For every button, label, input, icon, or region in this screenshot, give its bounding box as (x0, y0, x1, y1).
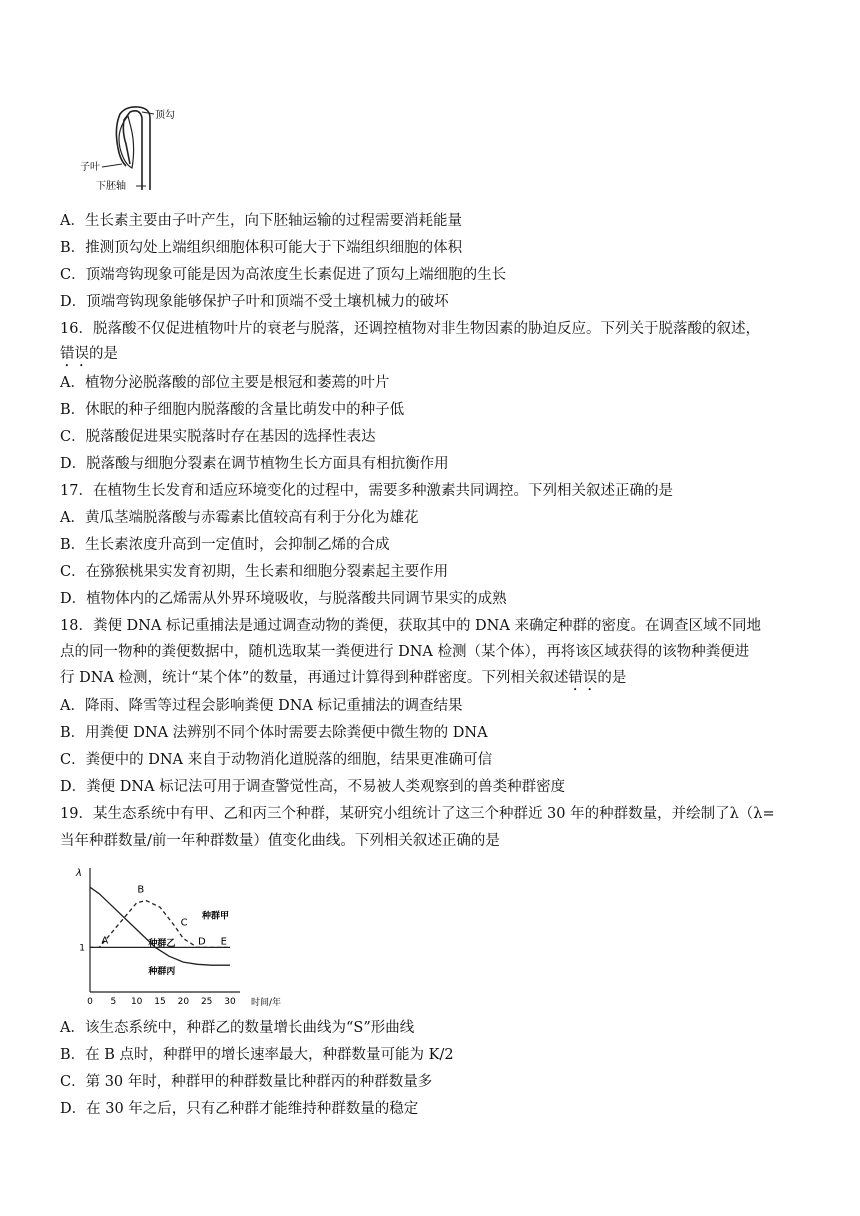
q18-stem-line2: 点的同一物种的粪便数据中，随机选取某一粪便进行 DNA 检测（某个体），再将该区域获得的该物种粪便进 (60, 644, 750, 660)
q18-option-c: C．粪便中的 DNA 来自于动物消化道脱落的细胞，结果更准确可信 (60, 752, 493, 768)
point-label: D (198, 936, 206, 948)
q16-option-d: D．脱落酸与细胞分裂素在调节植物生长方面具有相抗衡作用 (60, 456, 449, 472)
q16-option-a: A．植物分泌脱落酸的部位主要是根冠和萎蔫的叶片 (60, 375, 390, 391)
y-tick-label: 1 (79, 943, 85, 954)
seedling-diagram (80, 104, 190, 194)
point-label: E (220, 936, 227, 948)
q16-stem-line1: 16．脱落酸不仅促进植物叶片的衰老与脱落，还调控植物对非生物因素的胁迫反应。下列关于脱落酸的叙述， (60, 321, 760, 337)
q16-option-b: B．休眠的种子细胞内脱落酸的含量比萌发中的种子低 (60, 402, 405, 418)
q17-stem: 17．在植物生长发育和适应环境变化的过程中，需要多种激素共同调控。下列相关叙述正确的是 (60, 483, 673, 499)
label-hypocotyl: 下胚轴 (96, 181, 126, 192)
series-label: 种群甲 (202, 911, 230, 922)
q16-stem-tail: 的是 (89, 346, 118, 362)
q18-option-a: A．降雨、降雪等过程会影响粪便 DNA 标记重捕法的调查结果 (60, 698, 463, 714)
q19-stem-line2: 当年种群数量/前一年种群数量）值变化曲线。下列相关叙述正确的是 (60, 833, 500, 849)
cotyledon-pointer (102, 164, 122, 167)
q18-stem-line3 (60, 668, 626, 694)
q15-option-c: C．顶端弯钩现象可能是因为高浓度生长素促进了顶勾上端细胞的生长 (60, 267, 507, 283)
q16-stem-line2 (60, 344, 118, 370)
q15-option-d: D．顶端弯钩现象能够保护子叶和顶端不受土壤机械力的破坏 (60, 294, 449, 310)
q18-emphasis-word: 错误 (568, 670, 598, 686)
point-label: A (101, 935, 109, 947)
q17-option-c: C．在猕猴桃果实发育初期，生长素和细胞分裂素起主要作用 (60, 564, 449, 580)
point-label: C (180, 917, 188, 929)
q18-stem-line1: 18．粪便 DNA 标记重捕法是通过调查动物的粪便，获取其中的 DNA 来确定种群的密度。在调查区域不同地 (60, 618, 761, 634)
x-tick-label: 30 (224, 997, 236, 1007)
x-tick-label: 0 (87, 997, 93, 1007)
series-label: 种群乙 (148, 939, 176, 950)
x-tick-label: 25 (200, 997, 213, 1007)
x-axis-label: 时间/年 (250, 998, 282, 1008)
q18-option-d: D．粪便 DNA 标记法可用于调查警觉性高，不易被人类观察到的兽类种群密度 (60, 779, 566, 795)
q17-option-d: D．植物体内的乙烯需从外界环境吸收，与脱落酸共同调节果实的成熟 (60, 591, 507, 607)
x-tick-label: 5 (110, 997, 117, 1007)
q18-stem-line3-post: 的是 (597, 670, 627, 686)
q16-emphasis-word: 错误 (60, 346, 89, 362)
q19-stem-line1: 19．某生态系统中有甲、乙和丙三个种群，某研究小组统计了这三个种群近 30 年的种群数量，并绘制了λ（λ= (60, 806, 775, 822)
q15-option-a: A．生长素主要由子叶产生，向下胚轴运输的过程需要消耗能量 (60, 213, 462, 229)
q19-option-b: B．在 B 点时，种群甲的增长速率最大，种群数量可能为 K/2 (60, 1047, 454, 1063)
q19-option-c: C．第 30 年时，种群甲的种群数量比种群丙的种群数量多 (60, 1074, 433, 1090)
q15-option-b: B．推测顶勾处上端组织细胞体积可能大于下端组织细胞的体积 (60, 240, 463, 256)
label-apical-hook: 顶勾 (155, 110, 175, 121)
q18-stem-line3-pre: 行 DNA 检测，统计“某个体”的数量，再通过计算得到种群密度。下列相关叙述 (60, 670, 569, 686)
series-label: 种群丙 (148, 967, 176, 978)
lambda-chart (70, 862, 300, 1010)
series-line-3 (90, 884, 230, 965)
q19-option-a: A．该生态系统中，种群乙的数量增长曲线为“S”形曲线 (60, 1020, 415, 1036)
q19-option-d: D．在 30 年之后，只有乙种群才能维持种群数量的稳定 (60, 1101, 419, 1117)
label-cotyledon: 子叶 (80, 162, 100, 173)
x-tick-label: 20 (177, 997, 190, 1007)
x-tick-label: 10 (130, 997, 143, 1007)
y-axis-label: λ (76, 868, 82, 879)
q17-option-a: A．黄瓜茎端脱落酸与赤霉素比值较高有利于分化为雄花 (60, 510, 419, 526)
x-tick-label: 15 (154, 997, 166, 1007)
q17-option-b: B．生长素浓度升高到一定值时，会抑制乙烯的合成 (60, 537, 390, 553)
point-label: B (137, 884, 145, 896)
q16-option-c: C．脱落酸促进果实脱落时存在基因的选择性表达 (60, 429, 376, 445)
q18-option-b: B．用粪便 DNA 法辨别不同个体时需要去除粪便中微生物的 DNA (60, 725, 488, 741)
